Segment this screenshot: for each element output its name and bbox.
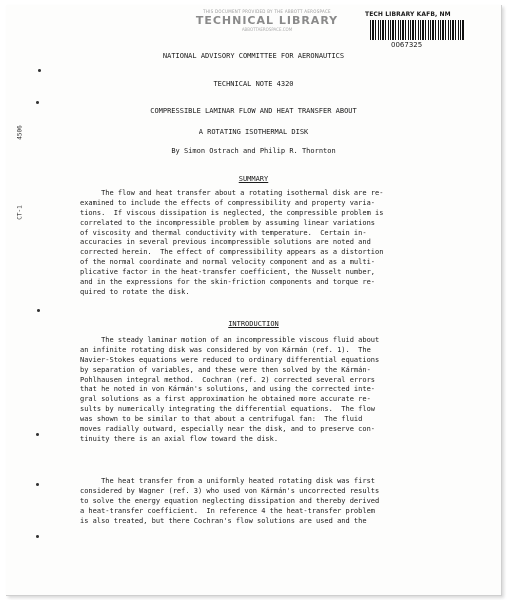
text-line: Pohlhausen integral method. Cochran (ref. 2) corrected several errors: [80, 375, 376, 384]
text-line: correlated to the incompressible problem by assuming linear variations: [80, 218, 376, 227]
text-line: tions. If viscous dissipation is neglected, the compressible problem is: [80, 208, 384, 217]
authors: By Simon Ostrach and Philip R. Thornton: [171, 147, 336, 155]
text-line: sults by numerically integrating the differential equations. The flow: [80, 405, 376, 414]
text-line: an infinite rotating disk was considered by von Kármán (ref. 1). The: [80, 345, 371, 354]
text-line: a heat-transfer coefficient. In reference 4 the heat-transfer problem: [80, 506, 376, 515]
punch-mark: [36, 101, 39, 104]
summary-paragraph: [80, 189, 450, 298]
text-line: and in the expressions for the skin-friction components and torque re-: [80, 278, 376, 287]
library-url: ABBOTTAEROSPACE.COM: [241, 27, 293, 32]
library-name: TECHNICAL LIBRARY: [195, 14, 339, 27]
library-stamp: [182, 9, 352, 32]
document-page: [6, 5, 502, 596]
title-line-2: A ROTATING ISOTHERMAL DISK: [198, 128, 309, 136]
text-line: to solve the energy equation neglecting dissipation and thereby derived: [80, 496, 380, 505]
text-line: is also treated, but there Cochran's flow solutions are used and the: [80, 516, 367, 525]
title-line-1: COMPRESSIBLE LAMINAR FLOW AND HEAT TRANSFER ABOUT: [150, 107, 357, 115]
text-line: The heat transfer from a uniformly heated rotating disk was first: [80, 477, 376, 485]
introduction-heading: INTRODUCTION: [228, 320, 279, 328]
introduction-paragraph-1: [80, 336, 450, 445]
text-line: was shown to be similar to that about a centrifugal fan: The fluid: [80, 415, 363, 424]
tech-library-label: TECH LIBRARY KAFB, NM: [365, 11, 451, 18]
punch-mark: [37, 309, 40, 312]
text-line: accuracies in several previous incompressible solutions are noted and: [80, 238, 371, 247]
text-line: examined to include the effects of compressibility and property varia-: [80, 198, 376, 207]
text-line: considered by Wagner (ref. 3) who used von Kármán's uncorrected results: [80, 486, 380, 495]
introduction-paragraph-2: [80, 477, 450, 526]
technical-note-number: TECHNICAL NOTE 4320: [213, 80, 294, 88]
text-line: corrected herein. The effect of compressibility appears as a distortion: [80, 248, 384, 257]
punch-mark: [36, 483, 39, 486]
punch-mark: [38, 69, 41, 72]
punch-mark: [36, 433, 39, 436]
text-line: of viscosity and thermal conductivity with temperature. Certain in-: [80, 228, 367, 237]
text-line: of the normal coordinate and normal velocity component and as a multi-: [80, 258, 376, 267]
text-line: Navier-Stokes equations were reduced to ordinary differential equations: [80, 355, 380, 364]
barcode-number: 0067325: [391, 41, 423, 49]
punch-mark: [36, 535, 39, 538]
text-line: moves radially outward, especially near the disk, and to preserve con-: [80, 425, 376, 434]
text-line: gral solutions as a first approximation he obtained more accurate re-: [80, 395, 371, 404]
text-line: quired to rotate the disk.: [80, 287, 190, 296]
text-line: The flow and heat transfer about a rotating isothermal disk are re-: [80, 189, 384, 197]
organization-name: NATIONAL ADVISORY COMMITTEE FOR AERONAUTICS: [162, 52, 345, 60]
stamp-tiny-header: THIS DOCUMENT PROVIDED BY THE ABBOTT AEROSPACE: [203, 9, 331, 14]
text-line: plicative factor in the heat-transfer coefficient, the Nusselt number,: [80, 268, 376, 277]
barcode: [370, 20, 464, 40]
text-line: tinuity there is an axial flow toward the disk.: [80, 434, 279, 443]
summary-heading: SUMMARY: [238, 175, 269, 183]
text-line: that he noted in von Kármán's solutions, and using the corrected inte-: [80, 385, 376, 394]
margin-doc-number: 4506: [16, 125, 24, 140]
margin-series: CT-1: [16, 205, 24, 220]
text-line: by separation of variables, and these were then solved by the Kármán-: [80, 365, 371, 374]
text-line: The steady laminar motion of an incompressible viscous fluid about: [80, 336, 380, 344]
